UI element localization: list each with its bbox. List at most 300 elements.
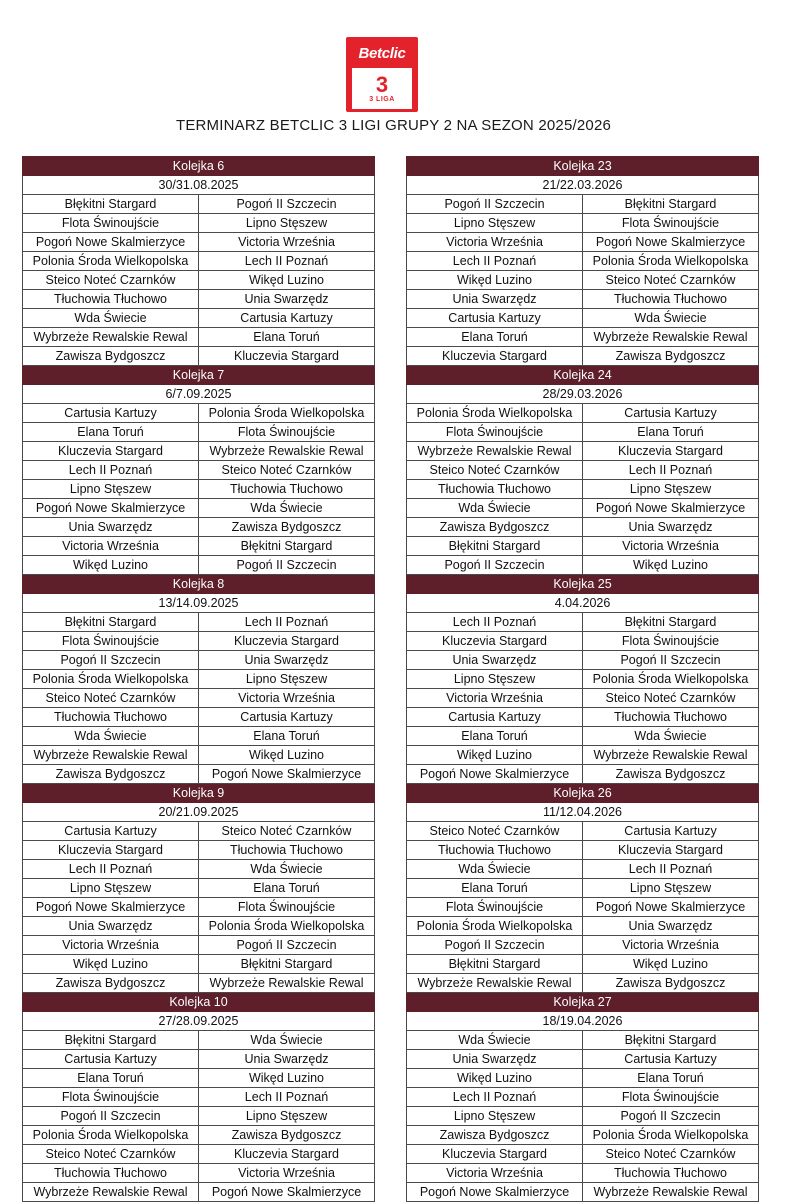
away-team: Pogoń Nowe Skalmierzyce [199,1183,375,1202]
away-team: Kluczevia Stargard [583,841,759,860]
match-row [407,860,759,879]
round-date-row [23,803,375,822]
away-team: Tłuchowia Tłuchowo [583,708,759,727]
match-row [23,537,375,556]
match-row [23,841,375,860]
home-team: Cartusia Kartuzy [407,309,583,328]
home-team: Victoria Września [23,936,199,955]
home-team: Błękitni Stargard [407,955,583,974]
away-team: Wikęd Luzino [199,1069,375,1088]
match-row [407,879,759,898]
match-row [23,461,375,480]
match-row [23,442,375,461]
match-row [23,879,375,898]
home-team: Pogoń Nowe Skalmierzyce [23,499,199,518]
home-team: Elana Toruń [23,1069,199,1088]
match-row [23,1145,375,1164]
home-team: Wikęd Luzino [23,556,199,575]
round-name: Kolejka 26 [407,784,759,803]
round-date-row [407,385,759,404]
round-name: Kolejka 6 [23,157,375,176]
match-row [407,556,759,575]
match-row [407,347,759,366]
away-team: Kluczevia Stargard [583,442,759,461]
logo-mark: 3 [375,72,389,97]
home-team: Lipno Stęszew [407,214,583,233]
match-row [407,708,759,727]
round-date-row [23,594,375,613]
round-header [23,157,375,176]
away-team: Wda Świecie [199,499,375,518]
round-date: 18/19.04.2026 [407,1012,759,1031]
match-row [23,480,375,499]
round-date-row [407,1012,759,1031]
home-team: Steico Noteć Czarnków [23,271,199,290]
away-team: Wda Świecie [199,1031,375,1050]
away-team: Elana Toruń [583,1069,759,1088]
away-team: Steico Noteć Czarnków [583,689,759,708]
match-row [407,689,759,708]
home-team: Lech II Poznań [23,860,199,879]
home-team: Victoria Września [23,537,199,556]
match-row [407,442,759,461]
home-team: Cartusia Kartuzy [23,404,199,423]
home-team: Elana Toruń [407,328,583,347]
away-team: Flota Świnoujście [583,214,759,233]
away-team: Pogoń II Szczecin [583,651,759,670]
home-team: Pogoń II Szczecin [23,1107,199,1126]
match-row [23,309,375,328]
match-row [407,955,759,974]
home-team: Flota Świnoujście [23,214,199,233]
away-team: Polonia Środa Wielkopolska [583,1126,759,1145]
home-team: Wikęd Luzino [407,746,583,765]
home-team: Pogoń II Szczecin [407,195,583,214]
match-row [23,670,375,689]
away-team: Wda Świecie [583,727,759,746]
round-date: 11/12.04.2026 [407,803,759,822]
page-title: TERMINARZ BETCLIC 3 LIGI GRUPY 2 NA SEZON 2025/2026 [175,117,612,134]
match-row [23,765,375,784]
home-team: Unia Swarzędz [407,651,583,670]
round-name: Kolejka 23 [407,157,759,176]
match-row [407,214,759,233]
away-team: Cartusia Kartuzy [583,404,759,423]
match-row [407,537,759,556]
away-team: Wikęd Luzino [199,271,375,290]
match-row [407,1107,759,1126]
match-row [407,328,759,347]
home-team: Wikęd Luzino [407,271,583,290]
away-team: Unia Swarzędz [583,917,759,936]
home-team: Tłuchowia Tłuchowo [407,841,583,860]
match-row [23,271,375,290]
home-team: Elana Toruń [407,879,583,898]
away-team: Błękitni Stargard [583,1031,759,1050]
match-row [23,1126,375,1145]
match-row [23,1069,375,1088]
betclic-3-liga-logo [346,37,418,112]
away-team: Flota Świnoujście [199,898,375,917]
match-row [407,1088,759,1107]
match-row [23,1107,375,1126]
away-team: Wda Świecie [583,309,759,328]
home-team: Unia Swarzędz [407,290,583,309]
away-team: Zawisza Bydgoszcz [583,347,759,366]
match-row [407,252,759,271]
away-team: Victoria Września [199,1164,375,1183]
away-team: Zawisza Bydgoszcz [583,765,759,784]
home-team: Pogoń II Szczecin [23,651,199,670]
match-row [23,727,375,746]
home-team: Steico Noteć Czarnków [23,1145,199,1164]
home-team: Flota Świnoujście [407,423,583,442]
home-team: Polonia Środa Wielkopolska [407,917,583,936]
away-team: Cartusia Kartuzy [583,822,759,841]
away-team: Błękitni Stargard [199,537,375,556]
home-team: Zawisza Bydgoszcz [407,1126,583,1145]
match-row [407,423,759,442]
away-team: Wikęd Luzino [199,746,375,765]
home-team: Unia Swarzędz [407,1050,583,1069]
home-team: Wybrzeże Rewalskie Rewal [23,746,199,765]
away-team: Flota Świnoujście [583,1088,759,1107]
match-row [407,1145,759,1164]
match-row [23,556,375,575]
round-header [407,784,759,803]
home-team: Flota Świnoujście [23,632,199,651]
away-team: Cartusia Kartuzy [199,309,375,328]
match-row [23,917,375,936]
away-team: Unia Swarzędz [199,651,375,670]
home-team: Cartusia Kartuzy [407,708,583,727]
away-team: Steico Noteć Czarnków [199,461,375,480]
home-team: Lipno Stęszew [23,480,199,499]
match-row [23,1031,375,1050]
home-team: Polonia Środa Wielkopolska [407,404,583,423]
away-team: Tłuchowia Tłuchowo [199,480,375,499]
round-header [23,993,375,1012]
match-row [407,670,759,689]
home-team: Polonia Środa Wielkopolska [23,670,199,689]
away-team: Zawisza Bydgoszcz [583,974,759,993]
match-row [23,708,375,727]
away-team: Flota Świnoujście [583,632,759,651]
home-team: Flota Świnoujście [407,898,583,917]
round-date: 21/22.03.2026 [407,176,759,195]
away-team: Lech II Poznań [199,1088,375,1107]
away-team: Wybrzeże Rewalskie Rewal [583,746,759,765]
round-header [23,575,375,594]
home-team: Kluczevia Stargard [407,1145,583,1164]
match-row [407,822,759,841]
match-row [23,974,375,993]
round-name: Kolejka 25 [407,575,759,594]
home-team: Tłuchowia Tłuchowo [407,480,583,499]
round-date: 4.04.2026 [407,594,759,613]
away-team: Wybrzeże Rewalskie Rewal [583,1183,759,1202]
home-team: Pogoń II Szczecin [407,556,583,575]
away-team: Pogoń II Szczecin [199,936,375,955]
match-row [407,309,759,328]
round-date: 27/28.09.2025 [23,1012,375,1031]
home-team: Wybrzeże Rewalskie Rewal [23,1183,199,1202]
home-team: Tłuchowia Tłuchowo [23,708,199,727]
match-row [23,955,375,974]
away-team: Błękitni Stargard [583,613,759,632]
home-team: Błękitni Stargard [407,537,583,556]
away-team: Wda Świecie [199,860,375,879]
away-team: Kluczevia Stargard [199,632,375,651]
round-date: 6/7.09.2025 [23,385,375,404]
round-name: Kolejka 24 [407,366,759,385]
home-team: Pogoń II Szczecin [407,936,583,955]
away-team: Unia Swarzędz [199,290,375,309]
logo-subtitle: 3 LIGA [369,96,395,103]
round-header [407,993,759,1012]
home-team: Kluczevia Stargard [407,632,583,651]
match-row [407,1050,759,1069]
away-team: Polonia Środa Wielkopolska [199,404,375,423]
round-date: 13/14.09.2025 [23,594,375,613]
round-date-row [23,176,375,195]
home-team: Błękitni Stargard [23,195,199,214]
round-date-row [23,1012,375,1031]
round-name: Kolejka 9 [23,784,375,803]
home-team: Steico Noteć Czarnków [23,689,199,708]
round-header [407,366,759,385]
away-team: Victoria Września [583,537,759,556]
home-team: Wda Świecie [23,727,199,746]
match-row [407,841,759,860]
home-team: Pogoń Nowe Skalmierzyce [407,1183,583,1202]
home-team: Kluczevia Stargard [23,841,199,860]
home-team: Unia Swarzędz [23,917,199,936]
away-team: Błękitni Stargard [583,195,759,214]
match-row [407,461,759,480]
home-team: Zawisza Bydgoszcz [23,347,199,366]
away-team: Elana Toruń [199,727,375,746]
match-row [407,936,759,955]
match-row [407,651,759,670]
away-team: Tłuchowia Tłuchowo [583,1164,759,1183]
away-team: Polonia Środa Wielkopolska [583,252,759,271]
home-team: Pogoń Nowe Skalmierzyce [407,765,583,784]
match-row [23,613,375,632]
away-team: Cartusia Kartuzy [199,708,375,727]
home-team: Polonia Środa Wielkopolska [23,252,199,271]
match-row [23,404,375,423]
match-row [23,423,375,442]
schedule-table-right [406,156,759,1202]
home-team: Steico Noteć Czarnków [407,822,583,841]
round-date-row [407,803,759,822]
home-team: Victoria Września [407,1164,583,1183]
match-row [407,480,759,499]
away-team: Błękitni Stargard [199,955,375,974]
match-row [407,518,759,537]
away-team: Lipno Stęszew [199,1107,375,1126]
home-team: Tłuchowia Tłuchowo [23,290,199,309]
away-team: Lipno Stęszew [199,214,375,233]
away-team: Unia Swarzędz [199,1050,375,1069]
match-row [407,898,759,917]
match-row [407,632,759,651]
match-row [23,290,375,309]
away-team: Polonia Środa Wielkopolska [199,917,375,936]
match-row [23,651,375,670]
home-team: Zawisza Bydgoszcz [23,974,199,993]
home-team: Kluczevia Stargard [23,442,199,461]
match-row [23,1050,375,1069]
away-team: Unia Swarzędz [583,518,759,537]
match-row [407,499,759,518]
home-team: Wda Świecie [23,309,199,328]
away-team: Pogoń Nowe Skalmierzyce [583,233,759,252]
home-team: Pogoń Nowe Skalmierzyce [23,898,199,917]
match-row [407,290,759,309]
round-name: Kolejka 8 [23,575,375,594]
home-team: Lech II Poznań [407,613,583,632]
home-team: Polonia Środa Wielkopolska [23,1126,199,1145]
home-team: Elana Toruń [407,727,583,746]
match-row [407,404,759,423]
match-row [23,499,375,518]
away-team: Steico Noteć Czarnków [583,271,759,290]
away-team: Wikęd Luzino [583,955,759,974]
match-row [407,613,759,632]
away-team: Victoria Września [199,689,375,708]
match-row [407,917,759,936]
round-date-row [407,594,759,613]
away-team: Wybrzeże Rewalskie Rewal [199,974,375,993]
away-team: Tłuchowia Tłuchowo [583,290,759,309]
schedule-column-left [22,156,375,1202]
away-team: Pogoń Nowe Skalmierzyce [583,499,759,518]
home-team: Błękitni Stargard [23,613,199,632]
home-team: Wybrzeże Rewalskie Rewal [407,442,583,461]
match-row [407,233,759,252]
home-team: Lipno Stęszew [407,670,583,689]
away-team: Elana Toruń [199,879,375,898]
match-row [407,727,759,746]
round-header [23,784,375,803]
round-name: Kolejka 7 [23,366,375,385]
away-team: Zawisza Bydgoszcz [199,1126,375,1145]
away-team: Steico Noteć Czarnków [199,822,375,841]
match-row [23,822,375,841]
match-row [23,233,375,252]
round-date: 30/31.08.2025 [23,176,375,195]
home-team: Pogoń Nowe Skalmierzyce [23,233,199,252]
away-team: Wybrzeże Rewalskie Rewal [583,328,759,347]
away-team: Wikęd Luzino [583,556,759,575]
schedule-column-right [406,156,759,1202]
home-team: Lech II Poznań [407,252,583,271]
away-team: Tłuchowia Tłuchowo [199,841,375,860]
away-team: Polonia Środa Wielkopolska [583,670,759,689]
match-row [23,632,375,651]
away-team: Flota Świnoujście [199,423,375,442]
logo-emblem [352,68,412,109]
away-team: Pogoń II Szczecin [199,195,375,214]
away-team: Lech II Poznań [583,461,759,480]
away-team: Cartusia Kartuzy [583,1050,759,1069]
home-team: Zawisza Bydgoszcz [407,518,583,537]
away-team: Lech II Poznań [199,613,375,632]
match-row [407,765,759,784]
round-date-row [407,176,759,195]
home-team: Tłuchowia Tłuchowo [23,1164,199,1183]
match-row [407,974,759,993]
home-team: Lipno Stęszew [407,1107,583,1126]
home-team: Kluczevia Stargard [407,347,583,366]
match-row [23,746,375,765]
schedule-table-left [22,156,375,1202]
away-team: Victoria Września [583,936,759,955]
away-team: Pogoń Nowe Skalmierzyce [583,898,759,917]
home-team: Lech II Poznań [23,461,199,480]
round-name: Kolejka 10 [23,993,375,1012]
round-date-row [23,385,375,404]
match-row [23,195,375,214]
home-team: Flota Świnoujście [23,1088,199,1107]
home-team: Lipno Stęszew [23,879,199,898]
match-row [407,195,759,214]
home-team: Zawisza Bydgoszcz [23,765,199,784]
round-header [407,575,759,594]
home-team: Unia Swarzędz [23,518,199,537]
round-date: 28/29.03.2026 [407,385,759,404]
away-team: Lipno Stęszew [583,480,759,499]
match-row [23,1088,375,1107]
round-date: 20/21.09.2025 [23,803,375,822]
away-team: Kluczevia Stargard [199,1145,375,1164]
home-team: Wikęd Luzino [23,955,199,974]
away-team: Lech II Poznań [583,860,759,879]
logo-brand-text: Betclic [358,45,406,62]
away-team: Pogoń II Szczecin [583,1107,759,1126]
away-team: Zawisza Bydgoszcz [199,518,375,537]
round-header [23,366,375,385]
home-team: Wikęd Luzino [407,1069,583,1088]
home-team: Wybrzeże Rewalskie Rewal [407,974,583,993]
match-row [23,860,375,879]
match-row [407,271,759,290]
home-team: Steico Noteć Czarnków [407,461,583,480]
home-team: Lech II Poznań [407,1088,583,1107]
away-team: Steico Noteć Czarnków [583,1145,759,1164]
away-team: Lipno Stęszew [199,670,375,689]
home-team: Wybrzeże Rewalskie Rewal [23,328,199,347]
match-row [23,347,375,366]
home-team: Victoria Września [407,689,583,708]
match-row [407,1126,759,1145]
home-team: Cartusia Kartuzy [23,1050,199,1069]
home-team: Wda Świecie [407,499,583,518]
home-team: Wda Świecie [407,860,583,879]
round-name: Kolejka 27 [407,993,759,1012]
match-row [23,328,375,347]
away-team: Pogoń II Szczecin [199,556,375,575]
match-row [407,1069,759,1088]
away-team: Lipno Stęszew [583,879,759,898]
match-row [23,689,375,708]
round-header [407,157,759,176]
away-team: Victoria Września [199,233,375,252]
away-team: Pogoń Nowe Skalmierzyce [199,765,375,784]
home-team: Victoria Września [407,233,583,252]
